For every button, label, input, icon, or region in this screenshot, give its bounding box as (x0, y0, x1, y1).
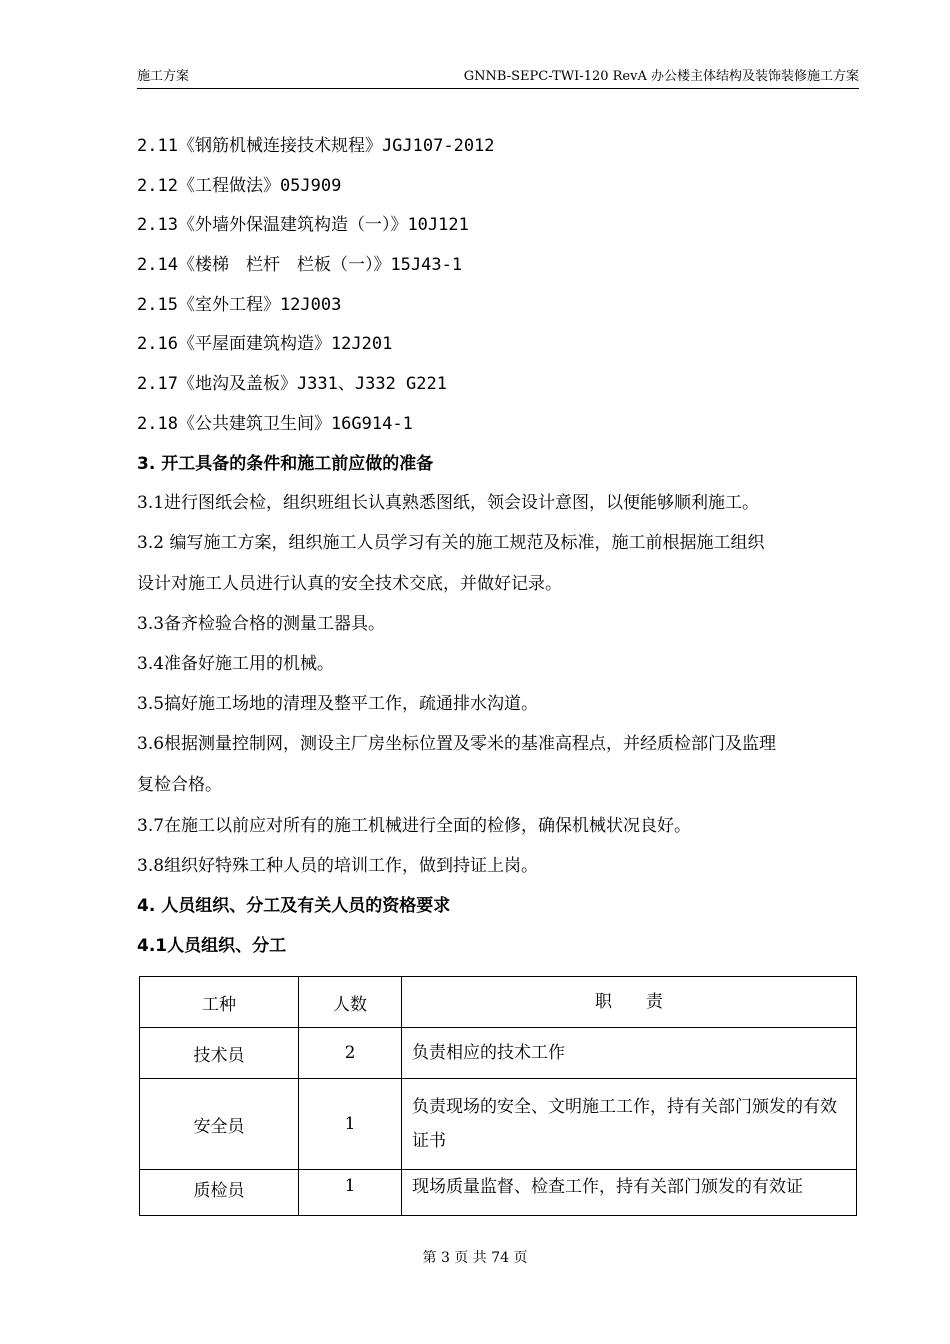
item-3-1: 3.1进行图纸会检，组织班组长认真熟悉图纸，领会设计意图，以便能够顺利施工。 (137, 493, 760, 513)
cell-count: 2 (299, 1028, 402, 1079)
page-header (137, 66, 859, 89)
reference-2-18: 2.18《公共建筑卫生间》16G914-1 (137, 414, 413, 434)
section-4-heading: 4. 人员组织、分工及有关人员的资格要求 (137, 896, 451, 916)
header-duty: 职 责 (402, 977, 857, 1028)
table-row (140, 1170, 857, 1216)
header-trade: 工种 (140, 977, 299, 1028)
cell-count: 1 (299, 1079, 402, 1170)
header-count: 人数 (299, 977, 402, 1028)
item-3-8: 3.8组织好特殊工种人员的培训工作，做到持证上岗。 (137, 856, 539, 876)
cell-duty: 现场质量监督、检查工作，持有关部门颁发的有效证 (402, 1170, 857, 1216)
header-right: GNNB-SEPC-TWI-120 RevA 办公楼主体结构及装饰装修施工方案 (463, 69, 859, 84)
section-4-1-heading: 4.1人员组织、分工 (137, 936, 287, 956)
reference-2-14: 2.14《楼梯 栏杆 栏板（一）》15J43-1 (137, 255, 463, 275)
cell-trade: 质检员 (140, 1170, 299, 1216)
header-left: 施工方案 (137, 69, 190, 84)
item-3-6-cont: 复检合格。 (137, 775, 222, 795)
item-3-2-cont: 设计对施工人员进行认真的安全技术交底，并做好记录。 (137, 574, 562, 594)
reference-2-16: 2.16《平屋面建筑构造》12J201 (137, 334, 393, 354)
cell-duty: 负责现场的安全、文明施工工作，持有关部门颁发的有效证书 (402, 1079, 857, 1170)
item-3-5: 3.5搞好施工场地的清理及整平工作，疏通排水沟道。 (137, 694, 539, 714)
item-3-3: 3.3备齐检验合格的测量工器具。 (137, 614, 386, 634)
item-3-2: 3.2 编写施工方案，组织施工人员学习有关的施工规范及标准，施工前根据施工组织 (137, 533, 765, 553)
table-row (140, 1079, 857, 1170)
table-header-row (140, 977, 857, 1028)
personnel-table (139, 976, 857, 1216)
cell-count: 1 (299, 1170, 402, 1216)
page-footer: 第 3 页 共 74 页 (422, 1250, 528, 1266)
cell-trade: 技术员 (140, 1028, 299, 1079)
item-3-4: 3.4准备好施工用的机械。 (137, 654, 335, 674)
section-3-heading: 3. 开工具备的条件和施工前应做的准备 (137, 454, 434, 474)
cell-trade: 安全员 (140, 1079, 299, 1170)
reference-2-13: 2.13《外墙外保温建筑构造（一）》10J121 (137, 215, 469, 235)
reference-2-12: 2.12《工程做法》05J909 (137, 176, 342, 196)
cell-duty: 负责相应的技术工作 (402, 1028, 857, 1079)
item-3-7: 3.7在施工以前应对所有的施工机械进行全面的检修，确保机械状况良好。 (137, 816, 692, 836)
reference-2-11: 2.11《钢筋机械连接技术规程》JGJ107-2012 (137, 136, 495, 156)
item-3-6: 3.6根据测量控制网，测设主厂房坐标位置及零米的基准高程点，并经质检部门及监理 (137, 734, 777, 754)
reference-2-15: 2.15《室外工程》12J003 (137, 295, 342, 315)
table-row (140, 1028, 857, 1079)
reference-2-17: 2.17《地沟及盖板》J331、J332 G221 (137, 374, 447, 394)
